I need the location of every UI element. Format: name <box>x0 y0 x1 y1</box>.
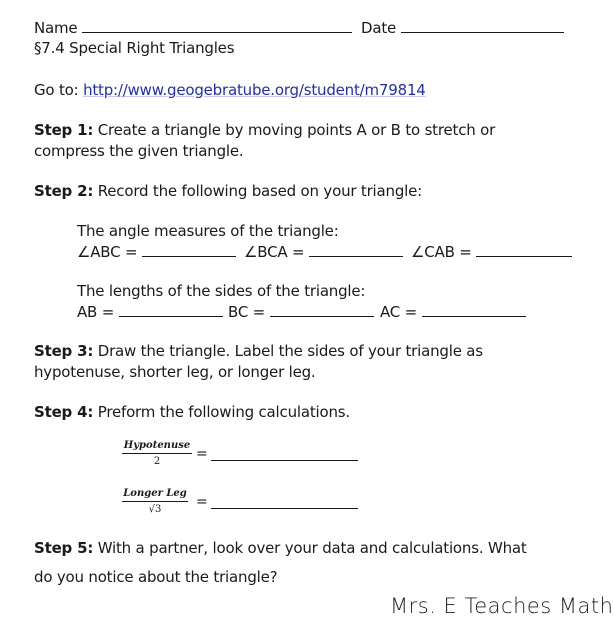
side-ac <box>380 302 526 321</box>
step-3-text-cont: hypotenuse, shorter leg, or longer leg. <box>34 363 316 381</box>
fraction-denominator: √3 <box>148 504 162 515</box>
step-4-label: Step 4: <box>34 403 94 421</box>
angle-abc <box>77 242 236 261</box>
side-ab-label: AB = <box>77 303 115 321</box>
angle-abc-blank[interactable] <box>142 242 236 257</box>
side-bc-blank[interactable] <box>270 302 374 317</box>
name-field[interactable] <box>34 18 352 37</box>
goto-line <box>34 81 426 99</box>
date-blank[interactable] <box>401 18 564 33</box>
name-label: Name <box>34 19 78 37</box>
step-5-text-cont: do you notice about the triangle? <box>34 568 278 586</box>
side-ab-blank[interactable] <box>119 302 223 317</box>
step-1 <box>34 121 495 139</box>
step-2-text: Record the following based on your triangle: <box>97 182 422 200</box>
angle-cab <box>411 242 572 261</box>
step-4 <box>34 403 350 421</box>
longer-leg-over-root3-fraction <box>122 488 188 515</box>
step-2-label: Step 2: <box>34 182 94 200</box>
brand-watermark: Mrs. E Teaches Math <box>390 594 614 618</box>
fraction-numerator: Longer Leg <box>122 488 188 502</box>
equals-sign: = <box>196 494 208 510</box>
step-3-label: Step 3: <box>34 342 94 360</box>
step-5-label: Step 5: <box>34 539 94 557</box>
hypotenuse-over-2-fraction <box>122 440 192 467</box>
angle-cab-blank[interactable] <box>476 242 572 257</box>
hypotenuse-calc-blank[interactable] <box>211 460 358 461</box>
step-1-text-cont: compress the given triangle. <box>34 142 244 160</box>
longer-leg-calc-blank[interactable] <box>211 508 358 509</box>
date-field[interactable] <box>361 18 564 37</box>
angle-bca <box>244 242 403 261</box>
step-3 <box>34 342 483 360</box>
side-bc-label: BC = <box>228 303 266 321</box>
sides-heading: The lengths of the sides of the triangle: <box>77 282 366 300</box>
geogebra-link[interactable]: http://www.geogebratube.org/student/m79814 <box>83 81 426 99</box>
side-ac-label: AC = <box>380 303 418 321</box>
step-1-text: Create a triangle by moving points A or B to stretch or <box>97 121 496 139</box>
fraction-numerator: Hypotenuse <box>122 440 192 454</box>
step-5 <box>34 539 527 557</box>
step-1-label: Step 1: <box>34 121 94 139</box>
side-ac-blank[interactable] <box>422 302 526 317</box>
goto-label: Go to: <box>34 81 79 99</box>
angle-bca-label: ∠BCA = <box>244 243 305 261</box>
step-5-text: With a partner, look over your data and calculations. What <box>97 539 527 557</box>
fraction-denominator: 2 <box>153 456 161 467</box>
side-ab <box>77 302 223 321</box>
date-label: Date <box>361 19 397 37</box>
name-blank[interactable] <box>82 18 352 33</box>
equals-sign: = <box>196 446 208 462</box>
worksheet-title: §7.4 Special Right Triangles <box>34 39 235 57</box>
step-2 <box>34 182 422 200</box>
angle-abc-label: ∠ABC = <box>77 243 138 261</box>
angles-heading: The angle measures of the triangle: <box>77 222 339 240</box>
angle-cab-label: ∠CAB = <box>411 243 472 261</box>
step-4-text: Preform the following calculations. <box>97 403 350 421</box>
step-3-text: Draw the triangle. Label the sides of your triangle as <box>97 342 483 360</box>
side-bc <box>228 302 374 321</box>
angle-bca-blank[interactable] <box>309 242 403 257</box>
